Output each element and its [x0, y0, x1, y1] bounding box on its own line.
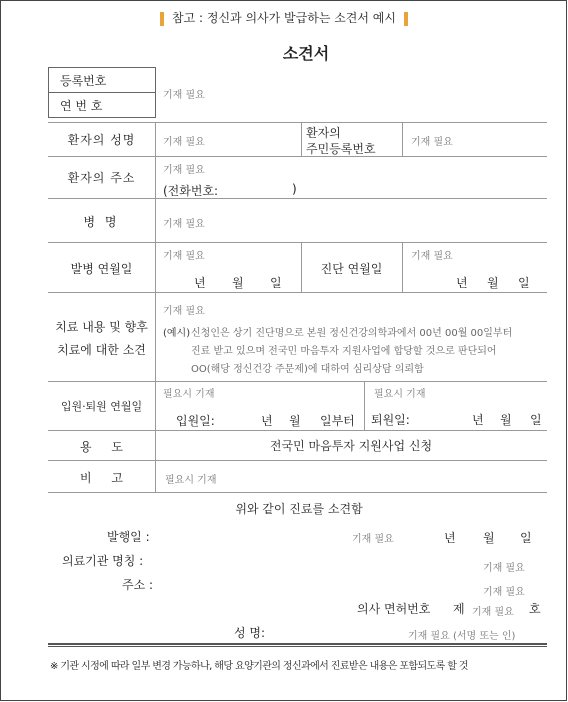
- patient-name-label: 환자의 성명: [67, 133, 136, 147]
- treatment-example-tag: (예시): [163, 328, 191, 339]
- row-line-2: [48, 156, 547, 157]
- discharge-col: [364, 381, 365, 430]
- discharge-label: 퇴원일:: [371, 413, 410, 427]
- bottom-rule-1: [48, 643, 547, 645]
- institution-label: 의료기관 명칭 :: [62, 554, 144, 568]
- patient-id-hint: 기재 필요: [411, 137, 453, 148]
- admit-month: 월: [289, 414, 301, 428]
- reg-box-top: [48, 67, 156, 68]
- diag-day: 일: [518, 276, 530, 290]
- onset-hint: 기재 필요: [163, 251, 205, 262]
- doc-title: 소견서: [282, 44, 330, 63]
- bottom-rule-2: [48, 646, 547, 647]
- onset-month: 월: [232, 276, 244, 290]
- institution-hint: 기재 필요: [483, 563, 525, 574]
- issue-day: 일: [520, 531, 532, 545]
- onset-day: 일: [270, 276, 282, 290]
- admission-hint: 필요시 기재: [163, 389, 215, 400]
- onset-year: 년: [194, 276, 206, 290]
- license-label: 의사 면허번호: [357, 602, 431, 616]
- footer-address-hint: 기재 필요: [483, 587, 525, 598]
- onset-label: 발병 연월일: [70, 262, 133, 276]
- purpose-value: 전국민 마음투자 지원사업 신청: [269, 439, 433, 453]
- admit-label: 입원일:: [176, 414, 215, 428]
- treatment-example-line1: 신청인은 상기 진단명으로 본원 정신건강의학과에서 00년 00월 00일부터: [191, 328, 513, 339]
- treatment-label-2: 치료에 대한 소견: [57, 343, 146, 357]
- reg-hint: 기재 필요: [163, 90, 205, 101]
- diag-label: 진단 연월일: [320, 262, 383, 276]
- doctor-name-label: 성 명:: [234, 626, 266, 640]
- footer-address-label: 주소 :: [122, 578, 154, 592]
- treatment-example-line2: 진료 받고 있으며 전국민 마음투자 지원사업에 합당할 것으로 판단되어: [191, 346, 497, 357]
- accent-bar-right: [404, 12, 408, 26]
- remarks-hint: 필요시 기재: [165, 475, 217, 486]
- phone-label: (전화번호:: [163, 184, 219, 198]
- purpose-label: 용 도: [80, 440, 123, 454]
- row-line-3: [48, 198, 547, 199]
- diag-month: 월: [487, 276, 499, 290]
- reg-no-label: 등록번호: [60, 74, 107, 88]
- chart-no-label: 연 번 호: [60, 99, 103, 113]
- footer-note: ※ 기관 시정에 따라 일부 변경 가능하나, 해당 요양기관의 정신과에서 진료받은 내용은 포함되도록 할 것: [50, 661, 468, 672]
- discharge-month: 월: [500, 413, 512, 427]
- issue-hint: 기재 필요: [352, 534, 394, 545]
- diag-hint: 기재 필요: [411, 251, 453, 262]
- address-label: 환자의 주소: [67, 171, 136, 185]
- phone-close: ): [292, 182, 297, 196]
- patient-id-label-2: 주민등록번호: [306, 142, 376, 156]
- row-line-8: [48, 460, 547, 461]
- license-suffix: 호: [529, 602, 541, 616]
- row-line-1: [48, 122, 547, 123]
- disease-label: 병 명: [83, 215, 120, 229]
- reg-box-right: [155, 67, 156, 118]
- issue-label: 발행일 :: [107, 530, 150, 544]
- diag-year: 년: [456, 276, 468, 290]
- row-line-7: [48, 430, 547, 431]
- accent-bar-left: [160, 12, 164, 26]
- treatment-hint: 기재 필요: [163, 306, 205, 317]
- footer-statement: 위와 같이 진료를 소견함: [235, 502, 363, 516]
- patient-name-hint: 기재 필요: [163, 137, 205, 148]
- issue-month: 월: [483, 531, 495, 545]
- reference-header: [0, 9, 568, 26]
- reg-box-left: [48, 67, 49, 118]
- disease-hint: 기재 필요: [163, 219, 205, 230]
- id-col-left: [301, 122, 302, 156]
- reference-title: 참고 : 정신과 의사가 발급하는 소견서 예시: [172, 11, 396, 25]
- admit-year: 년: [261, 414, 273, 428]
- remarks-label: 비 고: [80, 471, 123, 485]
- treatment-label-1: 치료 내용 및 향후: [55, 320, 148, 334]
- row-line-6: [48, 381, 547, 382]
- issue-year: 년: [444, 531, 456, 545]
- row-line-9: [48, 492, 547, 493]
- admit-from: 일부터: [320, 414, 355, 428]
- patient-id-label-1: 환자의: [306, 126, 341, 140]
- diag-col-right: [402, 242, 403, 292]
- address-hint: 기재 필요: [163, 165, 205, 176]
- row-line-4: [48, 242, 547, 243]
- discharge-year: 년: [472, 413, 484, 427]
- doctor-name-hint: 기재 필요 (서명 또는 인): [408, 631, 516, 642]
- row-line-5: [48, 292, 547, 293]
- license-hint: 기재 필요: [472, 607, 514, 618]
- reg-box-mid: [48, 92, 156, 93]
- id-col-right: [402, 122, 403, 156]
- discharge-day: 일: [530, 413, 542, 427]
- treatment-example-line3: OO(해당 정신건강 주문제)에 대하여 심리상담 의뢰함: [191, 364, 424, 375]
- reg-box-bottom: [48, 117, 156, 118]
- admission-label: 입원·퇴원 연월일: [60, 400, 143, 413]
- license-prefix: 제: [453, 602, 465, 616]
- discharge-hint: 필요시 기재: [374, 389, 426, 400]
